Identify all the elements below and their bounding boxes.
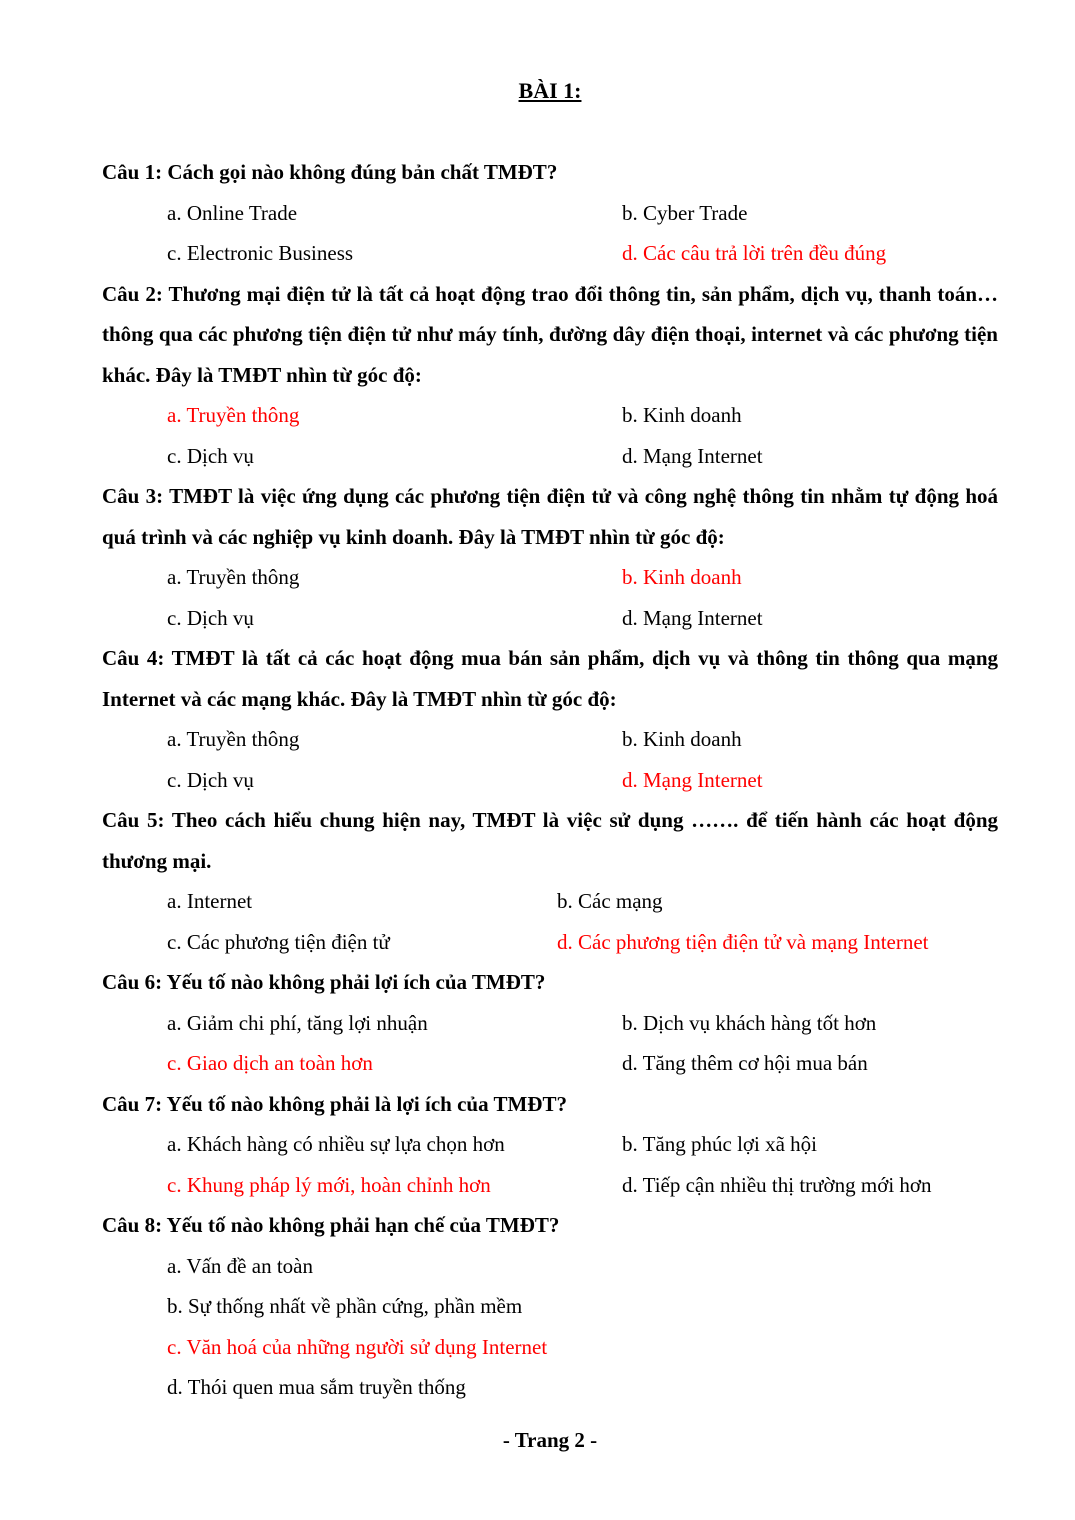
answer-option-correct: a. Truyền thông xyxy=(167,403,300,427)
answer-option: b. Kinh doanh xyxy=(622,403,742,427)
answer-option: b. Dịch vụ khách hàng tốt hơn xyxy=(622,1010,877,1035)
question-list xyxy=(102,152,998,1408)
answer-option: b. Tăng phúc lợi xã hội xyxy=(622,1132,818,1156)
answer-option: c. Dịch vụ xyxy=(167,443,254,468)
answer-option-correct: d. Các phương tiện điện tử và mạng Internet xyxy=(557,929,929,954)
answer-option: b. Cyber Trade xyxy=(622,200,748,225)
options-group xyxy=(102,719,998,800)
answer-option: b. Sự thống nhất về phần cứng, phần mềm xyxy=(167,1294,523,1318)
answer-option: d. Tăng thêm cơ hội mua bán xyxy=(622,1051,868,1075)
answer-option: d. Mạng Internet xyxy=(622,605,763,630)
options-group xyxy=(102,881,998,962)
question-1: Câu 1: Cách gọi nào không đúng bản chất TMĐT? xyxy=(102,160,558,184)
options-group xyxy=(102,557,998,638)
answer-option: b. Kinh doanh xyxy=(622,727,742,751)
options-group xyxy=(102,193,998,274)
question-7: Câu 7: Yếu tố nào không phải là lợi ích của TMĐT? xyxy=(102,1091,567,1116)
answer-option: c. Các phương tiện điện tử xyxy=(167,929,390,954)
answer-option: c. Dịch vụ xyxy=(167,605,254,630)
answer-option: c. Electronic Business xyxy=(167,241,354,265)
answer-option: d. Mạng Internet xyxy=(622,443,763,468)
question-3: Câu 3: TMĐT là việc ứng dụng các phương tiện điện tử và công nghệ thông tin nhằm tự động hoá quá trình và các nghiệp vụ kinh doanh. Đây là TMĐT nhìn từ góc độ: xyxy=(102,484,998,549)
question-8: Câu 8: Yếu tố nào không phải hạn chế của TMĐT? xyxy=(102,1213,560,1237)
answer-option: a. Truyền thông xyxy=(167,565,300,589)
question-6: Câu 6: Yếu tố nào không phải lợi ích của TMĐT? xyxy=(102,970,546,994)
answer-option: a. Truyền thông xyxy=(167,727,300,751)
answer-option-correct: c. Giao dịch an toàn hơn xyxy=(167,1051,373,1075)
answer-option: c. Dịch vụ xyxy=(167,767,254,792)
answer-option: b. Các mạng xyxy=(557,889,663,913)
answer-option-correct: d. Mạng Internet xyxy=(622,767,763,792)
page-title: BÀI 1: xyxy=(518,78,582,103)
question-2: Câu 2: Thương mại điện tử là tất cả hoạt động trao đổi thông tin, sản phẩm, dịch vụ, thanh toán… thông qua các phương tiện điện tử như máy tính, đường dây điện thoại, internet và các phương tiện khác. Đây là TMĐT nhìn từ góc độ: xyxy=(102,281,998,387)
answer-option-correct: d. Các câu trả lời trên đều đúng xyxy=(622,241,887,265)
options-group xyxy=(102,1124,998,1205)
page-footer: - Trang 2 - xyxy=(502,1428,598,1452)
question-5: Câu 5: Theo cách hiểu chung hiện nay, TMĐT là việc sử dụng ……. để tiến hành các hoạt động thương mại. xyxy=(102,808,998,873)
answer-option: a. Online Trade xyxy=(167,200,298,225)
answer-option: a. Vấn đề an toàn xyxy=(167,1253,313,1278)
answer-option: a. Giảm chi phí, tăng lợi nhuận xyxy=(167,1010,428,1035)
options-group xyxy=(102,1003,998,1084)
answer-option-correct: c. Khung pháp lý mới, hoàn chỉnh hơn xyxy=(167,1172,491,1197)
answer-option: d. Thói quen mua sắm truyền thống xyxy=(167,1375,466,1399)
options-group xyxy=(102,395,998,476)
answer-option-correct: c. Văn hoá của những người sử dụng Internet xyxy=(167,1334,548,1359)
options-group xyxy=(102,1246,998,1408)
answer-option: d. Tiếp cận nhiều thị trường mới hơn xyxy=(622,1172,932,1197)
answer-option: a. Khách hàng có nhiều sự lựa chọn hơn xyxy=(167,1132,505,1156)
answer-option-correct: b. Kinh doanh xyxy=(622,565,742,589)
question-4: Câu 4: TMĐT là tất cả các hoạt động mua bán sản phẩm, dịch vụ và thông tin thông qua mạng Internet và các mạng khác. Đây là TMĐT nhìn từ góc độ: xyxy=(102,646,998,711)
answer-option: a. Internet xyxy=(167,889,253,913)
